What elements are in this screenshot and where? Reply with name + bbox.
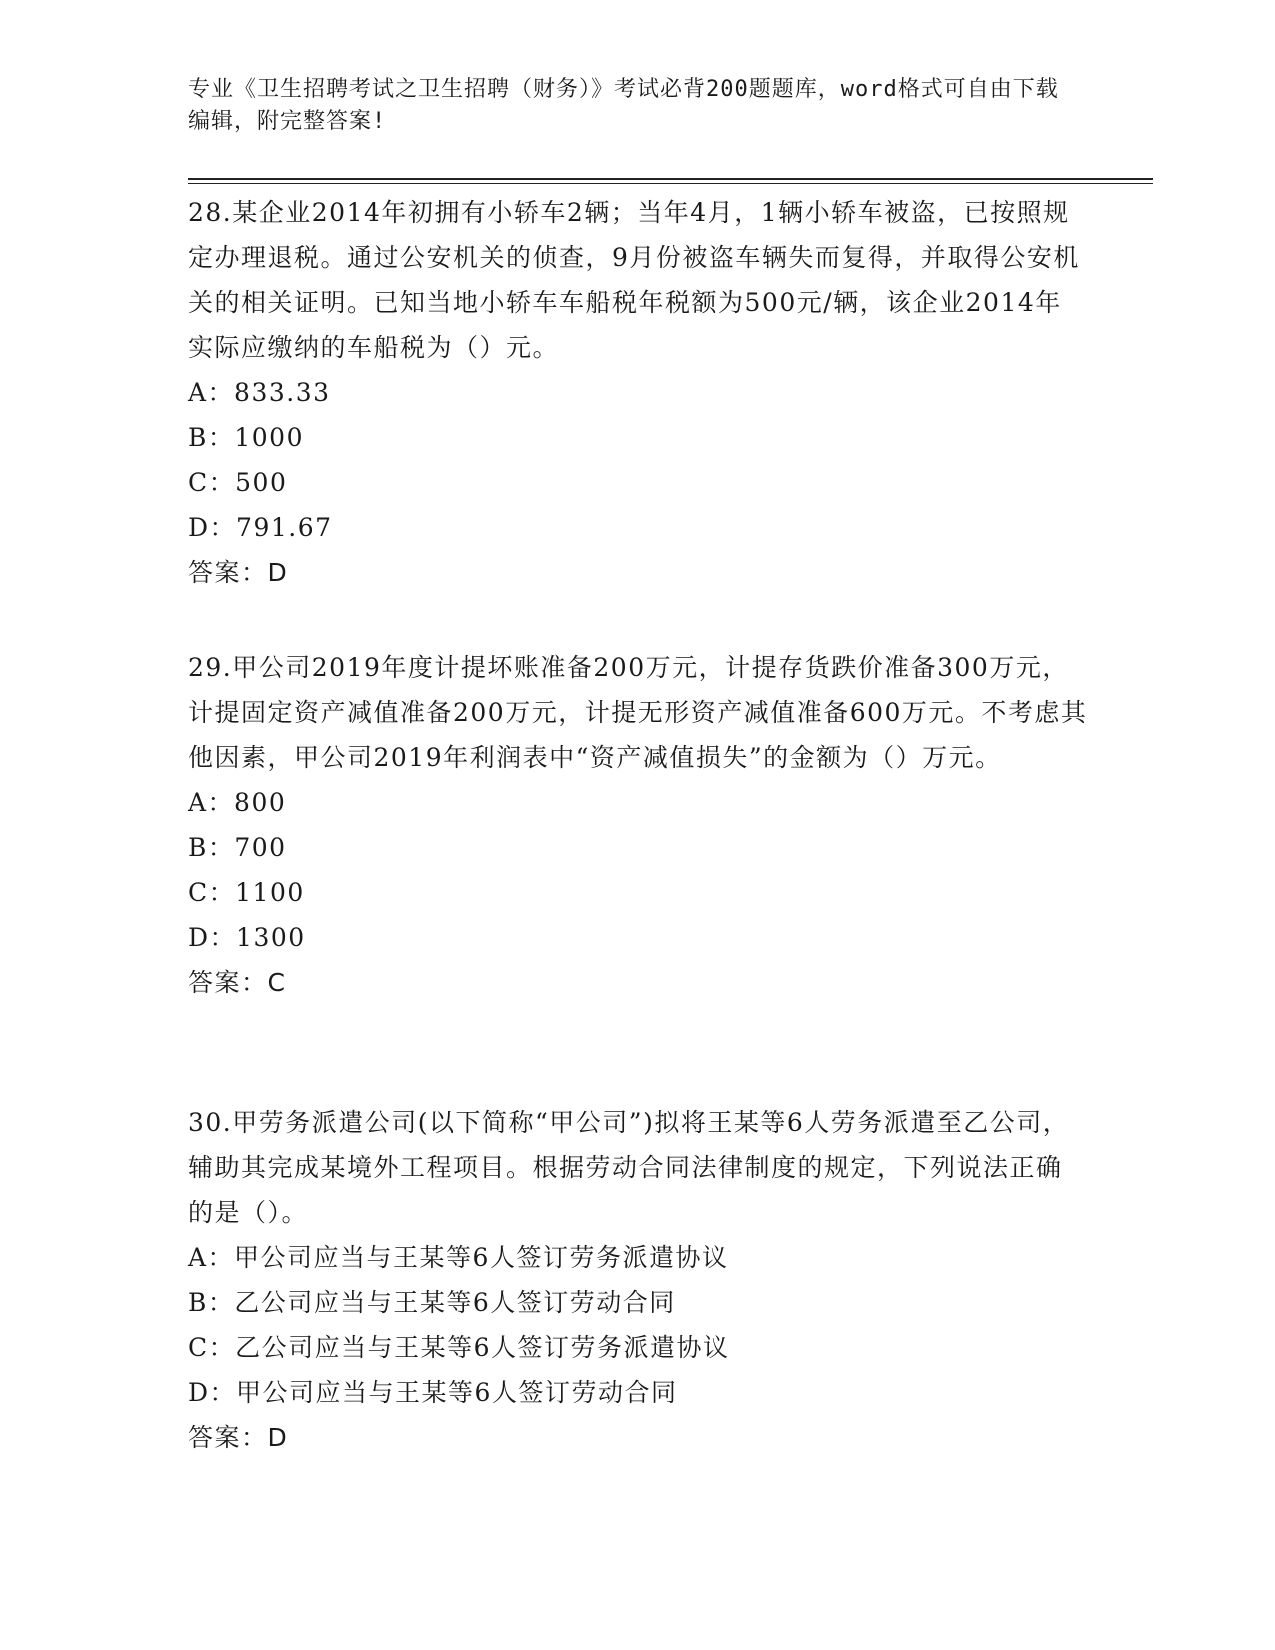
option-b: B：700 [188, 833, 287, 862]
question-28 [188, 190, 1088, 595]
option-d: D：791.67 [188, 513, 333, 542]
answer-line: 答案：D [188, 1423, 289, 1452]
option-c: C：1100 [188, 878, 305, 907]
option-c: C：500 [188, 468, 288, 497]
question-stem: 30.甲劳务派遣公司(以下简称“甲公司”)拟将王某等6人劳务派遣至乙公司，辅助其完成某境外工程项目。根据劳动合同法律制度的规定，下列说法正确的是（）。 [188, 1108, 1070, 1227]
header-divider-thin [188, 183, 1153, 184]
option-a: A：甲公司应当与王某等6人签订劳务派遣协议 [188, 1243, 729, 1272]
answer-line: 答案：D [188, 558, 289, 587]
question-30 [188, 1100, 1088, 1460]
option-d: D：甲公司应当与王某等6人签订劳动合同 [188, 1378, 678, 1407]
header-divider-thick [188, 178, 1153, 180]
answer-line: 答案：C [188, 968, 287, 997]
question-stem: 28.某企业2014年初拥有小轿车2辆；当年4月，1辆小轿车被盗，已按照规定办理退税。通过公安机关的侦查，9月份被盗车辆失而复得，并取得公安机关的相关证明。已知当地小轿车车船税年税额为500元/辆，该企业2014年实际应缴纳的车船税为（）元。 [188, 198, 1080, 362]
question-29 [188, 645, 1088, 1005]
option-a: A：833.33 [188, 378, 331, 407]
option-d: D：1300 [188, 923, 306, 952]
option-a: A：800 [188, 788, 287, 817]
option-b: B：1000 [188, 423, 304, 452]
option-c: C：乙公司应当与王某等6人签订劳务派遣协议 [188, 1333, 730, 1362]
option-b: B：乙公司应当与王某等6人签订劳动合同 [188, 1288, 676, 1317]
document-header: 专业《卫生招聘考试之卫生招聘（财务）》考试必背200题题库，word格式可自由下载编辑，附完整答案! [188, 77, 1059, 134]
question-stem: 29.甲公司2019年度计提坏账准备200万元，计提存货跌价准备300万元，计提固定资产减值准备200万元，计提无形资产减值准备600万元。不考虑其他因素，甲公司2019年利润表中“资产减值损失”的金额为（）万元。 [188, 653, 1088, 772]
